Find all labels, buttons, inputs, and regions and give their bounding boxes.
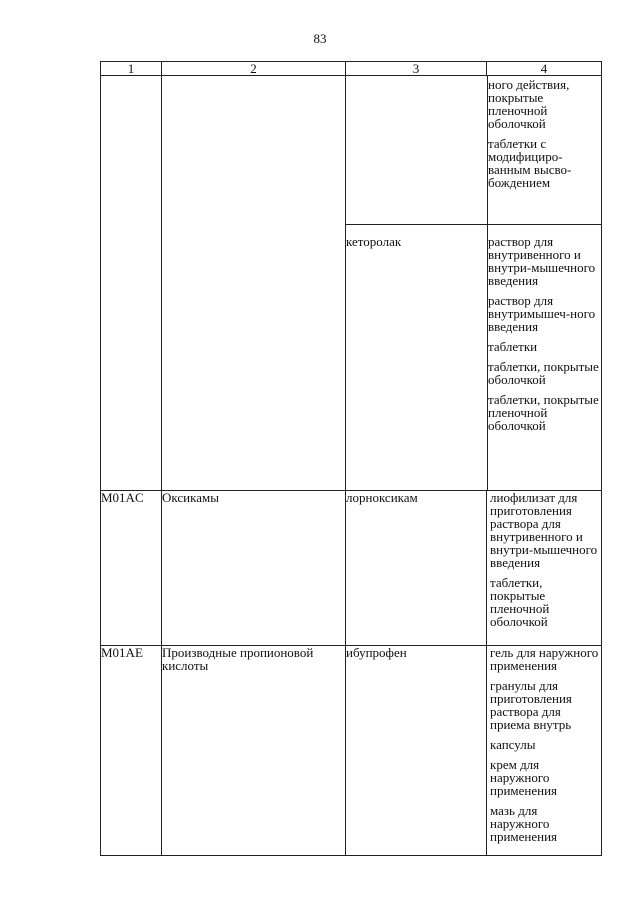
- atc-code: M01AE: [101, 646, 162, 856]
- dosage-form: раствор для внутривенного и внутри-мышечного введения: [488, 233, 596, 288]
- drug-name: кеторолак: [346, 224, 488, 490]
- dosage-form: лиофилизат для приготовления раствора для внутривенного и внутри-мышечного введения: [490, 490, 598, 570]
- dosage-form: гранулы для приготовления раствора для приема внутрь: [490, 678, 572, 732]
- dosage-form: таблетки, покрытые оболочкой: [488, 358, 599, 387]
- code-cell: [101, 76, 162, 491]
- column-header-3: 3: [346, 62, 487, 76]
- dosage-form: мазь для наружного применения: [490, 803, 558, 844]
- nested-drug-table: [346, 76, 601, 490]
- dosage-forms-cell: [487, 646, 602, 856]
- drug-cell-empty: [346, 76, 488, 224]
- group-name: Производные пропионовой кислоты: [162, 646, 346, 856]
- dosage-form: капсулы: [490, 737, 536, 752]
- dosage-form: таблетки, покрытые пленочной оболочкой: [490, 575, 550, 629]
- table-row: [101, 646, 602, 856]
- dosage-form: таблетки с модифициро-ванным высво-бождением: [488, 136, 572, 190]
- atc-code: M01AC: [101, 491, 162, 646]
- page-number: 83: [313, 31, 327, 46]
- dosage-forms-cell: [488, 76, 602, 224]
- group-name: Оксикамы: [162, 491, 346, 646]
- dosage-forms-cell: [487, 491, 602, 646]
- table-row: [101, 491, 602, 646]
- dosage-form: таблетки: [488, 338, 538, 354]
- dosage-form: гель для наружного применения: [490, 645, 599, 673]
- table-row: [101, 76, 602, 491]
- column-header-4: 4: [487, 62, 602, 76]
- dosage-form: раствор для внутримышеч-ного введения: [488, 292, 596, 334]
- dosage-form: таблетки, покрытые пленочной оболочкой: [488, 391, 599, 433]
- dosage-form: ного действия, покрытые пленочной оболочкой: [488, 77, 570, 131]
- dosage-forms-cell: [488, 224, 602, 490]
- column-header-2: 2: [162, 62, 346, 76]
- drug-forms-cell: [346, 76, 602, 491]
- column-header-1: 1: [101, 62, 162, 76]
- table-header-row: [101, 62, 602, 76]
- drug-table: [100, 61, 602, 856]
- drug-name: лорноксикам: [346, 491, 487, 646]
- dosage-form: крем для наружного применения: [490, 757, 558, 798]
- drug-name: ибупрофен: [346, 646, 487, 856]
- group-cell: [162, 76, 346, 491]
